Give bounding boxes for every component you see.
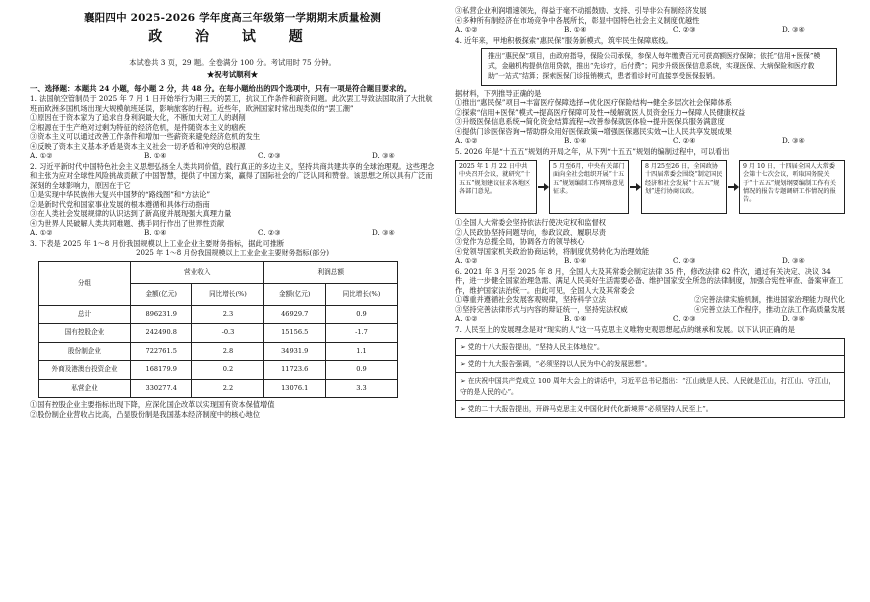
arrow-bullet-icon: ➢ (460, 343, 466, 352)
option-row (455, 295, 845, 305)
table-cell: 0.9 (325, 305, 397, 324)
choice-c: C. ②④ (673, 136, 696, 146)
question-3-continued (455, 6, 845, 35)
table-subheader-amount: 金额(亿元) (264, 283, 325, 305)
option-3: ③在人类社会发展规律的认识达到了新高度并展现强大真理力量 (30, 209, 232, 219)
option-1: ①尊重并遵循社会发展客观规律，坚持科学立法 (455, 295, 606, 305)
choice-a: A. ①② (30, 151, 53, 161)
option-3: ③资本主义可以通过改善工作条件和增加一些薪资来避免经济危机的发生 (30, 132, 261, 142)
option-2: ②股份制企业营收占比高，凸显股份制是我国基本经济制度中的核心地位 (30, 409, 261, 419)
table-cell: 2.2 (192, 379, 264, 398)
choice-b: B. ①④ (563, 25, 587, 34)
question-stem: 5. 2026 年是“十五五”规划的开局之年，从下列“十五五”规划的编制过程中，可以看出 (455, 146, 730, 156)
option-2: ②人民政协坚持问题导向，参政议政、履职尽责 (455, 227, 606, 237)
table-cell: 国有控股企业 (39, 324, 131, 343)
option-3: ③私营企业利润增速领先，得益于毫不动摇鼓励、支持、引导非公有制经济发展 (455, 6, 707, 15)
table-cell: 0.2 (192, 361, 264, 380)
choice-d: D. ③④ (372, 151, 395, 161)
table-cell: -0.3 (192, 324, 264, 343)
choice-a: A. ①② (455, 25, 478, 34)
table-cell: 11723.6 (264, 361, 325, 380)
flow-step: 5 月至6月，中央有关部门面向全社会组织开展“十五五”规划编制工作网络意见征求。 (549, 160, 629, 214)
question-6 (455, 267, 845, 324)
quote-text: 在庆祝中国共产党成立 100 周年大会上的讲话中，习近平总书记指出：“江山就是人民、人民就是江山，打江山、守江山，守的是人民的心”。 (460, 377, 836, 396)
quote-text: 党的二十大报告提出，开辟马克思主义中国化时代化新境界“必须坚持人民至上”。 (467, 404, 713, 413)
choice-a: A. ①② (455, 136, 478, 146)
option-1: ①原因在于资本家为了追求自身利润最大化，不断加大对工人的剥削 (30, 113, 246, 123)
choice-d: D. ③④ (782, 25, 805, 34)
option-2: ②探索“信用+医保”模式→提高医疗保障可及性→缓解就医人员资金压力→保障人民健康权益 (455, 107, 746, 117)
question-lead: 据材料，下列推导正确的是 (455, 88, 542, 98)
option-4: ④为世界人民破解人类共同难题、携手同行作出了世界性贡献 (30, 218, 225, 228)
table-subheader-growth: 同比增长(%) (325, 283, 397, 305)
section-heading: 一、选择题：本题共 24 小题，每小题 2 分，共 48 分。在每小题给出的四个选项中，只有一项是符合题目要求的。 (30, 83, 412, 93)
answer-choices (455, 25, 845, 35)
option-4: ④党领导国家机关政治协商运转，将制度优势转化为治理效能 (455, 246, 650, 256)
answer-choices (455, 136, 845, 146)
question-stem: 4. 近年来，甲地积极探索“惠民保”服务新模式，筑牢民生保障底线。 (455, 35, 673, 45)
table-cell: 896231.9 (131, 305, 192, 324)
choice-d: D. ③④ (782, 256, 805, 266)
table-cell: 外商及港澳台投资企业 (39, 361, 131, 380)
option-1: ①是实现中华民族伟大复兴中国梦的“路线图”和“方法论” (30, 190, 211, 200)
flow-step: 2025 年 1 月 22 日中共中央召开会议，就研究“十五五”规划建议征求各地区各部门意见。 (455, 160, 537, 214)
choice-d: D. ③④ (782, 314, 805, 324)
quote-text: 党的十八大报告提出，“坚持人民主体地位”。 (467, 343, 604, 352)
question-7 (455, 325, 845, 418)
table-cell: 总计 (39, 305, 131, 324)
quote-text: 党的十九大报告强调，“必须坚持以人民为中心的发展思想”。 (467, 360, 652, 369)
table-row (39, 342, 398, 361)
table-cell: 168179.9 (131, 361, 192, 380)
answer-choices (455, 314, 845, 324)
table-row (39, 305, 398, 324)
flow-step: 9 月 10 日，十四届全国人大常委会第十七次会议，听取国务院关于“十五五”规划纲要编制工作有关情况的报告专题调研工作情况的报告。 (739, 160, 845, 214)
arrow-bullet-icon: ➢ (460, 377, 466, 386)
table-cell: 46929.7 (264, 305, 325, 324)
choice-a: A. ①② (455, 256, 478, 266)
arrow-right-icon (727, 160, 739, 214)
option-2: ②根源在于生产绝对过剩为特征的经济危机，是件随资本主义的痼疾 (30, 122, 246, 132)
choice-b: B. ①④ (563, 136, 587, 146)
table-row (39, 379, 398, 398)
arrow-right-icon (537, 160, 549, 214)
option-2: ②完善法律实施机制，推进国家治理能力现代化 (694, 295, 845, 305)
quote-box (455, 338, 845, 418)
option-1: ①推出“惠民保”项目→丰富医疗保障选择→优化医疗保险结构→健全多层次社会保障体系 (455, 98, 732, 108)
question-3 (30, 239, 435, 419)
choice-d: D. ③④ (372, 228, 395, 238)
table-cell: 股份制企业 (39, 342, 131, 361)
table-header-revenue: 营业收入 (131, 261, 264, 283)
choice-c: C. ②③ (673, 256, 696, 266)
choice-a: A. ①② (455, 314, 478, 324)
arrow-right-icon (629, 160, 641, 214)
table-cell: 私营企业 (39, 379, 131, 398)
quote-item (456, 401, 844, 417)
table-cell: 3.3 (325, 379, 397, 398)
table-cell: 34931.9 (264, 342, 325, 361)
table-cell: 330277.4 (131, 379, 192, 398)
table-header-group: 分组 (39, 261, 131, 305)
table-cell: 1.1 (325, 342, 397, 361)
material-box: 推出“惠民保”项目，由政府指导，保险公司承保，参保人每年缴费百元可获高额医疗保障；依托“信用+医保”模式，金融机构提供信用贷款，推出“先诊疗，后付费”；同步升级医保信息系统，实现医保、大病保险和医疗救助“一站式”结算；探索医保门诊报销模式，患者看诊时可直接享受医保报销。 (481, 48, 837, 86)
option-row (455, 305, 845, 315)
question-stem: 2. 习近平新时代中国特色社会主义思想弘扬全人类共同价值，践行真正的多边主义，坚持共商共建共享的全球治理观。这些理念和主张为应对全球性风险挑战贡献了中国智慧，提供了中国方案，赢得了国际社会的广泛认同和赞誉。该思想之所以具有广泛而深刻的全球影响力，原因在于它 (30, 161, 435, 190)
table-cell: 242490.8 (131, 324, 192, 343)
question-4 (455, 36, 845, 146)
question-stem: 6. 2021 年 3 月至 2025 年 8 月，全国人大及其常委会制定法律 35 件，修改法律 62 件次，通过有关决定、决议 34 件，进一步健全国家治理急需、满足人民美好生活需要必备、维护国家安全所急的法律制度，加强合宪性审查、备案审查工作，维护国家法治统一。由此可见，全国人大及其常委会 (455, 266, 844, 295)
choice-c: C. ②③ (673, 25, 696, 34)
answer-choices (455, 256, 845, 266)
answer-choices (30, 151, 435, 161)
question-2 (30, 162, 435, 238)
table-header-profit: 利润总额 (264, 261, 398, 283)
financial-table (38, 261, 398, 399)
table-subheader-amount: 金额(亿元) (131, 283, 192, 305)
arrow-bullet-icon: ➢ (460, 360, 466, 369)
option-4: ④反映了资本主义基本矛盾是资本主义社会一切矛盾和冲突的总根源 (30, 141, 246, 151)
table-cell: 15156.5 (264, 324, 325, 343)
quote-item (456, 356, 844, 373)
exam-motto: ★祝考试顺利★ (206, 69, 259, 79)
flow-step: 8 月25至26 日，全国政协十四届常委会围绕“制定国民经济和社会发展“十五五”规划”进行协商议政。 (641, 160, 727, 214)
choice-b: B. ①④ (143, 151, 167, 161)
arrow-bullet-icon: ➢ (460, 404, 466, 413)
quote-item (456, 339, 844, 356)
choice-c: C. ②③ (673, 314, 696, 324)
table-caption: 2025 年 1～8 月份我国规模以上工业企业主要财务指标(部分) (136, 249, 329, 258)
answer-choices (30, 228, 435, 238)
table-cell: 722761.5 (131, 342, 192, 361)
option-4: ④完善立法工作程序，推动立法工作高质量发展 (694, 304, 845, 314)
left-column (30, 6, 435, 419)
choice-c: C. ②③ (258, 228, 281, 238)
question-stem: 7. 人民至上的发展理念是对“现实的人”这一马克思主义唯物史观思想起点的继承和发展。以下认识正确的是 (455, 324, 795, 334)
option-4: ④提供门诊医保咨询→帮助群众用好医保政策→增强医保惠民实效→让人民共享发展成果 (455, 126, 732, 136)
right-column (455, 6, 845, 418)
table-cell: -1.7 (325, 324, 397, 343)
table-cell: 13076.1 (264, 379, 325, 398)
choice-d: D. ③④ (782, 136, 805, 146)
table-cell: 2.3 (192, 305, 264, 324)
question-1 (30, 94, 435, 161)
choice-b: B. ①④ (563, 314, 587, 324)
option-1: ①国有控股企业主要指标出现下降，应深化国企改革以实现国有资本保值增值 (30, 400, 275, 410)
option-4: ④多种所有制经济在市场竞争中各展所长，彰显中国特色社会主义制度优越性 (455, 15, 700, 25)
table-row (39, 361, 398, 380)
table-cell: 0.9 (325, 361, 397, 380)
choice-b: B. ①④ (563, 256, 587, 266)
exam-subject-title: 政 治 试 题 (148, 28, 317, 45)
exam-school-title: 襄阳四中 2025-2026 学年度高三年级第一学期期末质量检测 (83, 12, 381, 24)
question-stem: 3. 下表是 2025 年 1～8 月份我国规模以上工业企业主要财务指标，据此可推断 (30, 238, 285, 248)
option-1: ①全国人大常委会坚持依法行使决定权和监督权 (455, 218, 606, 228)
option-3: ③坚持完善法律形式与内容的辩证统一，坚持宪法权威 (455, 304, 628, 314)
quote-item (456, 373, 844, 400)
table-row (39, 324, 398, 343)
process-flow (455, 160, 845, 214)
choice-c: C. ②③ (258, 151, 281, 161)
table-cell: 2.8 (192, 342, 264, 361)
choice-a: A. ①② (30, 228, 53, 238)
choice-b: B. ①④ (143, 228, 167, 238)
option-3: ③党作为总揽全局，协调各方的领导核心 (455, 237, 585, 247)
option-2: ②是新时代党和国家事业发展的根本遵循和具体行动指南 (30, 199, 210, 209)
option-3: ③升级医保信息系统→简化资金结算流程→改善参保就医体验→提升医保兵服务满意度 (455, 117, 725, 127)
question-stem: 1. 法国航空管制员于 2025 年 7 月 1 日开始举行为期三天的罢工，抗议工作条件和薪资问题。此次罢工导致法国取消了大批航班而欧洲多国机场出现大规模航班延误，影响旅客的行程。近些年，欧洲国家时常出现类似的“罢工潮” (30, 94, 433, 113)
exam-info: 本试卷共 3 页，29 题。全卷满分 100 分。考试用时 75 分钟。 (129, 58, 336, 68)
question-5 (455, 147, 845, 266)
table-subheader-growth: 同比增长(%) (192, 283, 264, 305)
